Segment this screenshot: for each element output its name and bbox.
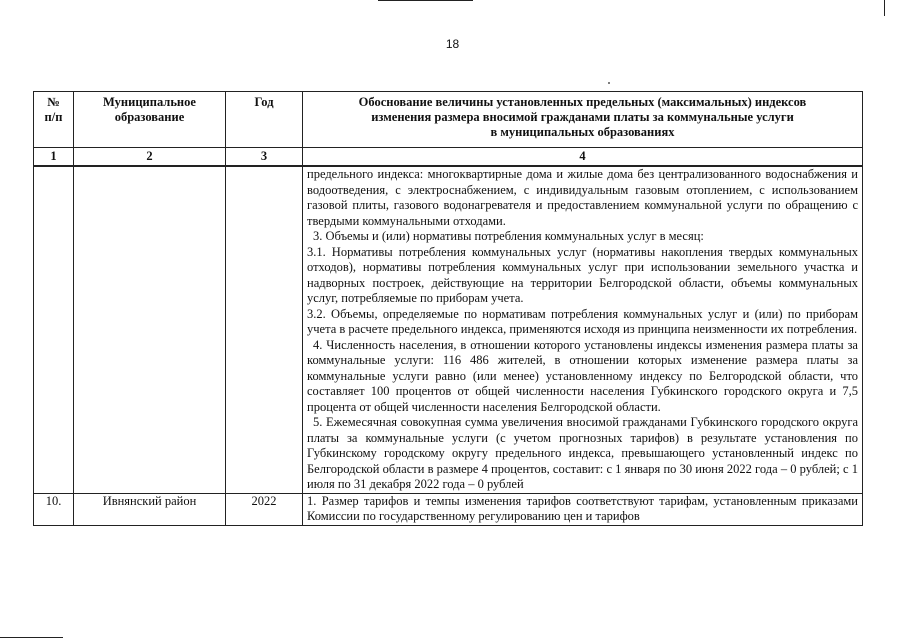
paragraph: 5. Ежемесячная совокупная сумма увеличения вносимой гражданами Губкинского городского округа платы за коммунальные услуги (с учетом прогнозных тарифов) в результате установления по Губкинскому городскому округу предельного индекса, превышающего установленный индекс по Белгородской области в размере 4 процентов, составит: с 1 января по 30 июня 2022 года – 0 рублей; с 1 июля по 31 декабря 2022 года – 0 рублей [307, 415, 858, 491]
table-row [34, 493, 863, 525]
justification-table [33, 91, 863, 526]
row-number [34, 166, 74, 493]
paragraph: 3.2. Объемы, определяемые по нормативам потребления коммунальных услуг и (или) по приборам учета в расчете предельного индекса, применяются исходя из принципа неизменности их потребления. [307, 306, 858, 336]
column-number: 1 [34, 148, 74, 167]
column-number: 3 [226, 148, 303, 167]
scan-artifact-bottom-line [0, 637, 63, 638]
header-year: Год [226, 92, 303, 148]
table-row [34, 166, 863, 493]
scan-artifact-top-line [378, 0, 473, 1]
paragraph: 3.1. Нормативы потребления коммунальных услуг (нормативы накопления твердых коммунальных отходов), нормативы потребления коммунальных услуг при использовании земельного участка и надворных построек, действующие на территории Белгородской области, объемы коммунальных услуг, потребляемые по приборам учета. [307, 244, 858, 305]
header-justification: Обоснование величины установленных предельных (максимальных) индексов изменения размера вносимой гражданами платы за коммунальные услуги в муниципальных образованиях [303, 92, 863, 148]
row-municipality: Ивнянский район [74, 493, 226, 525]
table-header-row [34, 92, 863, 148]
header-number: № п/п [34, 92, 74, 148]
page-number: 18 [445, 37, 460, 51]
header-municipality: Муниципальное образование [74, 92, 226, 148]
row-municipality [74, 166, 226, 493]
paragraph: 4. Численность населения, в отношении которого установлены индексы изменения размера платы за коммунальные услуги: 116 486 жителей, в отношении которых изменение размера платы за коммунальные услуги равно (или менее) установленному индексу по Белгородской области, что составляет 100 процентов от общей численности населения Губкинского городского округа и 7,5 процента от общей численности населения Белгородской области. [307, 337, 858, 414]
paragraph: 3. Объемы и (или) нормативы потребления коммунальных услуг в месяц: [313, 229, 704, 243]
row-justification [303, 166, 863, 493]
column-number-row [34, 148, 863, 167]
column-number: 2 [74, 148, 226, 167]
row-justification [303, 493, 863, 525]
paragraph: 1. Размер тарифов и темпы изменения тарифов соответствуют тарифам, установленным приказами Комиссии по государственному регулированию цен и тарифов [307, 493, 858, 523]
scan-artifact-corner-mark [884, 0, 885, 16]
paragraph: предельного индекса: многоквартирные дома и жилые дома без централизованного водоснабжения и водоотведения, с электроснабжением, с индивидуальным газовым отоплением, с использованием газовой плиты, газового водонагревателя и предоставлением коммунальной услуги по обращению с твердыми коммунальными отходами. [307, 167, 858, 228]
scan-speck [608, 82, 610, 84]
row-year [226, 166, 303, 493]
row-number: 10. [34, 493, 74, 525]
row-year: 2022 [226, 493, 303, 525]
column-number: 4 [303, 148, 863, 167]
